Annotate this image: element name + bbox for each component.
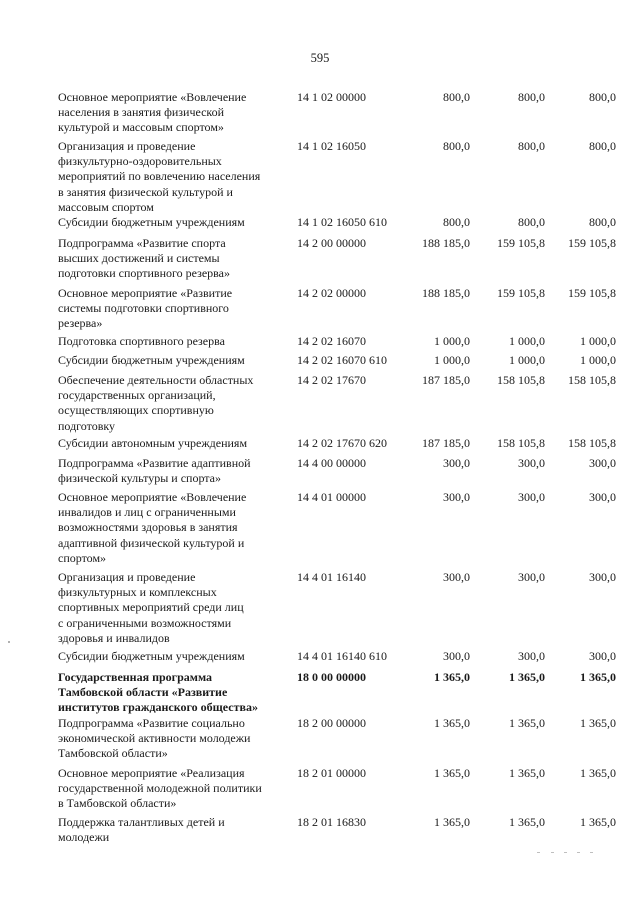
row-value-1: 187 185,0	[422, 373, 470, 387]
row-value-2: 159 105,8	[497, 236, 545, 250]
row-code: 14 4 00 00000	[297, 456, 366, 470]
row-code: 18 0 00 00000	[297, 670, 366, 684]
row-value-1: 1 365,0	[434, 716, 470, 730]
row-name: Поддержка талантливых детей и молодежи	[58, 815, 225, 845]
scan-marks	[537, 852, 597, 856]
row-value-3: 800,0	[589, 215, 616, 229]
row-code: 18 2 00 00000	[297, 716, 366, 730]
row-value-2: 300,0	[518, 456, 545, 470]
row-value-3: 800,0	[589, 139, 616, 153]
row-value-1: 300,0	[443, 649, 470, 663]
row-value-2: 1 365,0	[509, 716, 545, 730]
row-value-1: 1 000,0	[434, 334, 470, 348]
row-code: 14 4 01 16140	[297, 570, 366, 584]
row-code: 14 2 00 00000	[297, 236, 366, 250]
row-value-1: 300,0	[443, 570, 470, 584]
row-code: 14 2 02 16070	[297, 334, 366, 348]
row-name: Субсидии бюджетным учреждениям	[58, 649, 245, 663]
row-value-3: 159 105,8	[568, 286, 616, 300]
row-value-2: 1 365,0	[509, 670, 545, 684]
row-value-2: 158 105,8	[497, 373, 545, 387]
row-value-1: 1 365,0	[434, 670, 470, 684]
row-name: Подпрограмма «Развитие социально экономической активности молодежи Тамбовской области»	[58, 716, 251, 761]
row-value-3: 1 365,0	[580, 766, 616, 780]
row-code: 14 1 02 00000	[297, 90, 366, 104]
row-name: Основное мероприятие «Вовлечение инвалидов и лиц с ограниченными возможностями здоровья в занятия адаптивной физической культурой и спортом»	[58, 490, 247, 565]
row-value-3: 1 365,0	[580, 670, 616, 684]
row-name: Подпрограмма «Развитие адаптивной физической культуры и спорта»	[58, 456, 251, 486]
row-value-3: 159 105,8	[568, 236, 616, 250]
row-value-3: 158 105,8	[568, 373, 616, 387]
row-name: Государственная программа Тамбовской области «Развитие институтов гражданского общества»	[58, 670, 258, 715]
row-code: 14 1 02 16050 610	[297, 215, 387, 229]
row-code: 14 1 02 16050	[297, 139, 366, 153]
row-code: 14 2 02 00000	[297, 286, 366, 300]
row-value-2: 159 105,8	[497, 286, 545, 300]
row-code: 14 4 01 00000	[297, 490, 366, 504]
row-name: Основное мероприятие «Реализация государственной молодежной политики в Тамбовской области»	[58, 766, 262, 811]
row-name: Организация и проведение физкультурных и комплексных спортивных мероприятий среди лиц с ограниченными возможностями здоровья и инвалидов	[58, 570, 244, 645]
row-code: 18 2 01 16830	[297, 815, 366, 829]
row-value-3: 1 365,0	[580, 815, 616, 829]
row-value-3: 158 105,8	[568, 436, 616, 450]
row-code: 14 4 01 16140 610	[297, 649, 387, 663]
row-value-2: 1 365,0	[509, 766, 545, 780]
row-value-3: 300,0	[589, 456, 616, 470]
page-number: 595	[310, 51, 330, 65]
row-value-2: 300,0	[518, 570, 545, 584]
row-value-1: 188 185,0	[422, 236, 470, 250]
row-name: Субсидии автономным учреждениям	[58, 436, 248, 450]
row-value-1: 800,0	[443, 90, 470, 104]
row-value-3: 300,0	[589, 649, 616, 663]
row-value-2: 800,0	[518, 139, 545, 153]
row-value-2: 300,0	[518, 649, 545, 663]
row-name: Обеспечение деятельности областных государственных организаций, осуществляющих спортивную подготовку	[58, 373, 254, 433]
row-value-1: 1 365,0	[434, 766, 470, 780]
row-name: Субсидии бюджетным учреждениям	[58, 353, 245, 367]
row-code: 18 2 01 00000	[297, 766, 366, 780]
row-value-3: 300,0	[589, 570, 616, 584]
row-code: 14 2 02 16070 610	[297, 353, 387, 367]
row-value-2: 800,0	[518, 215, 545, 229]
row-name: Подпрограмма «Развитие спорта высших достижений и системы подготовки спортивного резерва»	[58, 236, 230, 281]
row-value-2: 800,0	[518, 90, 545, 104]
row-value-3: 300,0	[589, 490, 616, 504]
row-value-3: 800,0	[589, 90, 616, 104]
row-value-3: 1 365,0	[580, 716, 616, 730]
row-name: Субсидии бюджетным учреждениям	[58, 215, 245, 229]
row-name: Организация и проведение физкультурно-оздоровительных мероприятий по вовлечению населения в занятия физической культурой и массовым спортом	[58, 139, 261, 214]
row-value-2: 1 000,0	[509, 334, 545, 348]
row-code: 14 2 02 17670	[297, 373, 366, 387]
row-value-1: 187 185,0	[422, 436, 470, 450]
row-value-1: 800,0	[443, 139, 470, 153]
row-value-3: 1 000,0	[580, 334, 616, 348]
row-value-1: 1 365,0	[434, 815, 470, 829]
row-name: Подготовка спортивного резерва	[58, 334, 225, 348]
row-name: Основное мероприятие «Развитие системы подготовки спортивного резерва»	[58, 286, 233, 331]
row-value-1: 300,0	[443, 490, 470, 504]
row-value-1: 300,0	[443, 456, 470, 470]
row-value-1: 188 185,0	[422, 286, 470, 300]
row-value-2: 158 105,8	[497, 436, 545, 450]
row-value-3: 1 000,0	[580, 353, 616, 367]
row-value-2: 300,0	[518, 490, 545, 504]
row-value-1: 800,0	[443, 215, 470, 229]
row-value-2: 1 000,0	[509, 353, 545, 367]
row-value-2: 1 365,0	[509, 815, 545, 829]
row-name: Основное мероприятие «Вовлечение населения в занятия физической культурой и массовым спортом»	[58, 90, 247, 135]
row-code: 14 2 02 17670 620	[297, 436, 387, 450]
scan-dot	[8, 641, 10, 643]
row-value-1: 1 000,0	[434, 353, 470, 367]
